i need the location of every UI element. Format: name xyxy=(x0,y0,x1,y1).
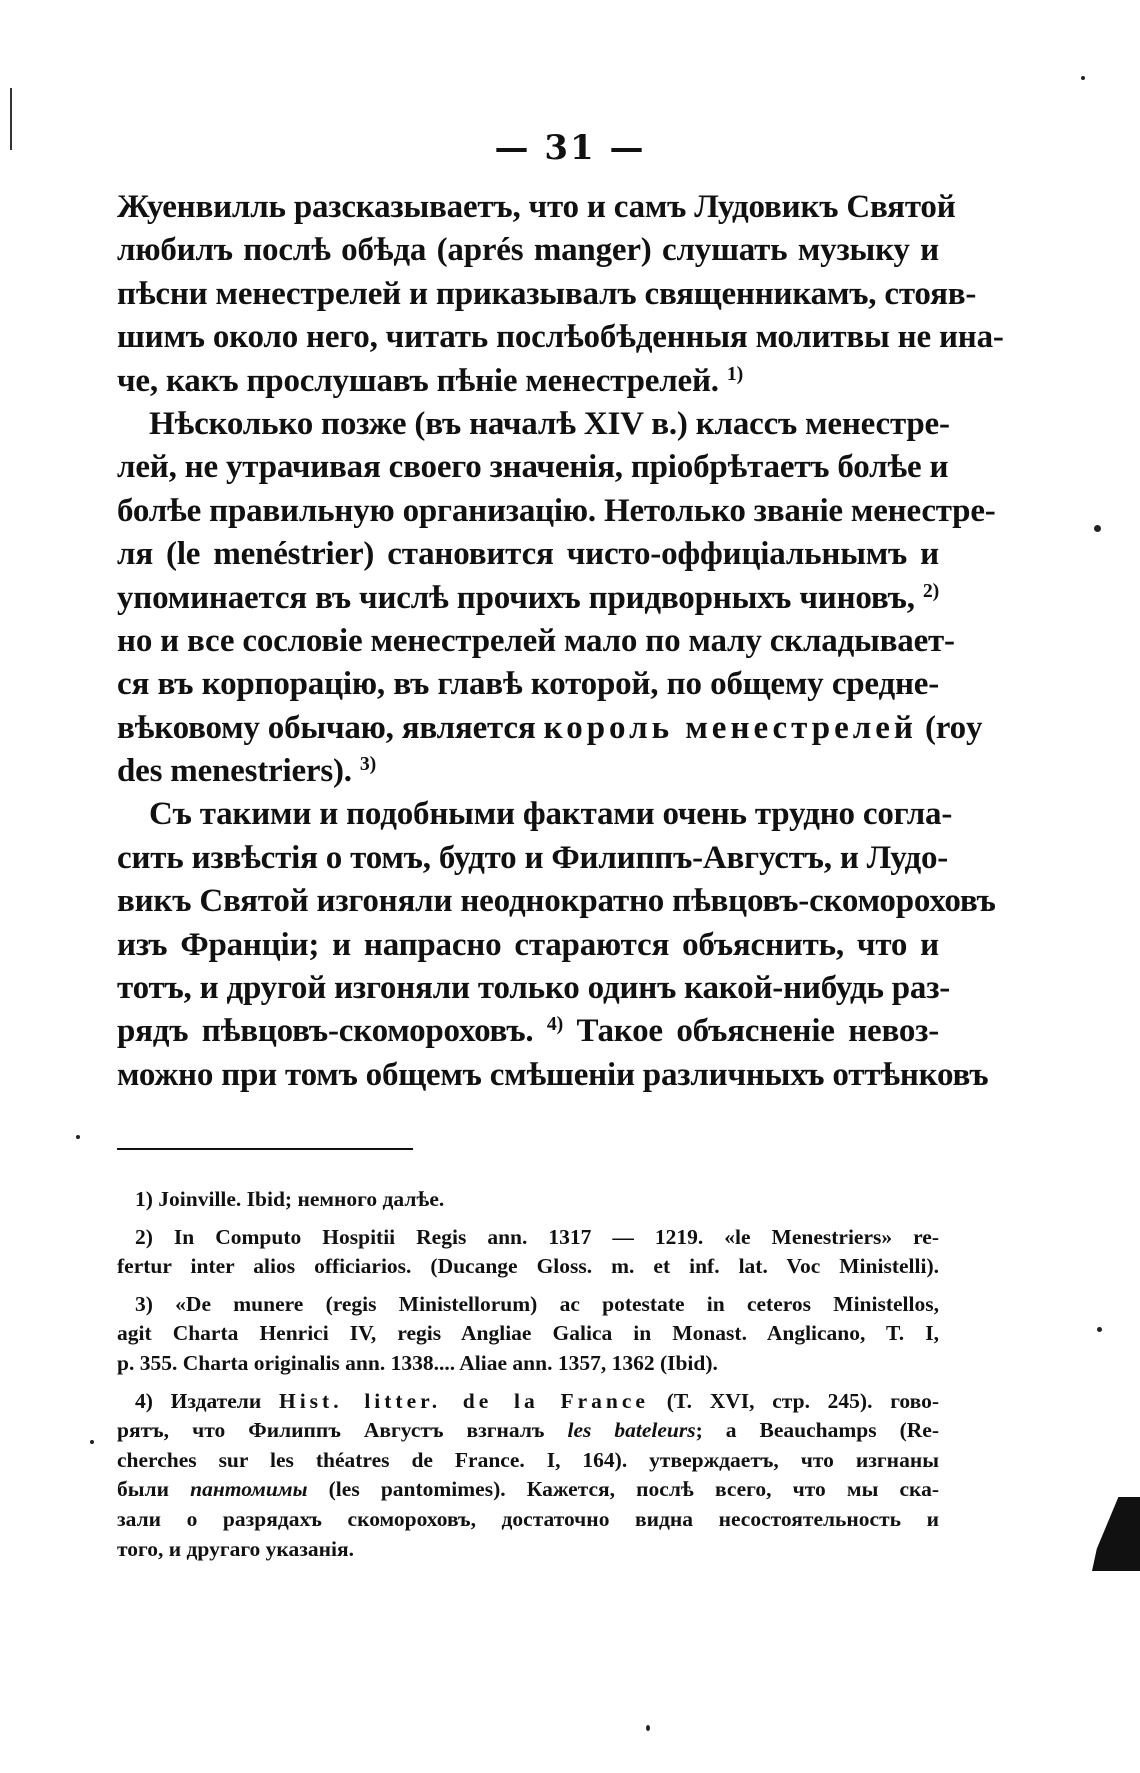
footnote-line: cherches sur les théatres de France. I, 164). утверждаетъ, что изгнаны xyxy=(117,1447,939,1472)
footnote-ref: 2) xyxy=(922,579,939,602)
footnote-line: p. 355. Charta originalis ann. 1338.... Aliae ann. 1357, 1362 (Ibid). xyxy=(117,1350,718,1375)
text-line: любилъ послѣ обѣда (aprés manger) слушать музыку и xyxy=(117,232,939,269)
text-line: Нѣсколько позже (въ началѣ XIV в.) классъ менестре- xyxy=(149,405,950,442)
text-line: шимъ около него, читать послѣобѣденныя молитвы не ина- xyxy=(117,319,1004,356)
text-line: пѣсни менестрелей и приказывалъ священникамъ, стояв- xyxy=(117,275,977,312)
footnote-divider xyxy=(117,1148,413,1150)
footnote-line: того, и другаго указанія. xyxy=(117,1536,355,1561)
footnote-ref: 1) xyxy=(726,362,743,385)
text-line: Жуенвилль разсказываетъ, что и самъ Лудовикъ Святой xyxy=(117,189,956,225)
footnote-line: 3) «De munere (regis Ministellorum) ac potestate in ceteros Ministellos, xyxy=(135,1291,939,1316)
footnote-line: 2) In Computo Hospitii Regis ann. 1317 — 1219. «le Menestriers» re- xyxy=(135,1224,939,1249)
text-line: Съ такими и подобными фактами очень трудно согла- xyxy=(149,796,953,833)
scan-speck xyxy=(90,1440,94,1444)
text-line: но и все сословіе менестрелей мало по малу складывает- xyxy=(117,622,955,659)
scan-speck xyxy=(1081,76,1085,80)
footnote-ref: 3) xyxy=(359,753,376,776)
footnote-line: fertur inter alios officiarios. (Ducange Gloss. m. et inf. lat. Voc Ministelli). xyxy=(117,1254,939,1279)
text-line: можно при томъ общемъ смѣшеніи различныхъ оттѣнковъ xyxy=(117,1056,989,1093)
text-line: упоминается въ числѣ прочихъ придворныхъ чиновъ, $^{2)}$ xyxy=(117,579,939,616)
text-line: сить извѣстія о томъ, будто и Филиппъ-Августъ, и Лудо- xyxy=(117,839,949,876)
text-line: изъ Франціи; и напрасно стараются объяснить, что и xyxy=(117,926,939,963)
spaced-emphasis: король менестрелей xyxy=(543,709,917,746)
footnote-line: рятъ, что Филиппъ Августъ взгналъ les bateleurs; а Beauchamps (Re- xyxy=(117,1418,940,1443)
scan-speck xyxy=(646,1725,650,1731)
text-line: рядъ пѣвцовъ-скомороховъ. $^{4)}$ Такое объясненіе невоз- xyxy=(117,1013,939,1050)
scan-speck xyxy=(1097,1327,1102,1332)
text-line: тотъ, и другой изгоняли только одинъ какой-нибудь раз- xyxy=(117,970,951,1007)
footnote-line: зали о разрядахъ скомороховъ, достаточно видна несостоятельность и xyxy=(117,1506,939,1531)
text-line: des menestriers). $^{3)}$ xyxy=(117,753,376,790)
footnote-line: agit Charta Henrici IV, regis Angliae Galica in Monast. Anglicano, T. I, xyxy=(117,1321,939,1346)
text-line: вѣковому обычаю, является король менестрелей (roy xyxy=(117,709,983,746)
footnote-ref: 4) xyxy=(546,1013,563,1036)
text-line: ля (le menéstrier) становится чисто-оффиціальнымъ и xyxy=(117,536,939,573)
main-text xyxy=(117,186,1004,1097)
spaced-title: Hist. litter. de la France xyxy=(278,1388,649,1413)
footnote-line: были пантомимы (les pantomimes). Кажется, послѣ всего, что мы ска- xyxy=(117,1477,940,1502)
text-line: болѣе правильную организацію. Нетолько званіе менестре- xyxy=(117,492,996,529)
footnote-line: 1) Joinville. Ibid; немного далѣе. xyxy=(135,1187,445,1211)
text-line: че, какъ прослушавъ пѣніе менестрелей. $^{1)}$ xyxy=(117,362,743,399)
text-line: лей, не утрачивая своего значенія, пріобрѣтаетъ болѣе и xyxy=(117,449,949,486)
page-number: — 31 — xyxy=(494,128,646,168)
scan-edge-mark xyxy=(10,88,12,150)
italic-term: les bateleurs xyxy=(567,1418,696,1443)
scan-speck xyxy=(1094,525,1101,532)
text-line: ся въ корпорацію, въ главѣ которой, по общему средне- xyxy=(117,666,939,703)
scan-blot xyxy=(1092,1497,1140,1571)
scan-speck xyxy=(76,1135,80,1139)
footnotes xyxy=(117,1185,939,1564)
italic-term: пантомимы xyxy=(190,1477,308,1502)
footnote-line: 4) Издатели Hist. litter. de la France (T. XVI, стр. 245). гово- xyxy=(135,1388,940,1413)
text-line: викъ Святой изгоняли неоднократно пѣвцовъ-скомороховъ xyxy=(117,883,996,920)
